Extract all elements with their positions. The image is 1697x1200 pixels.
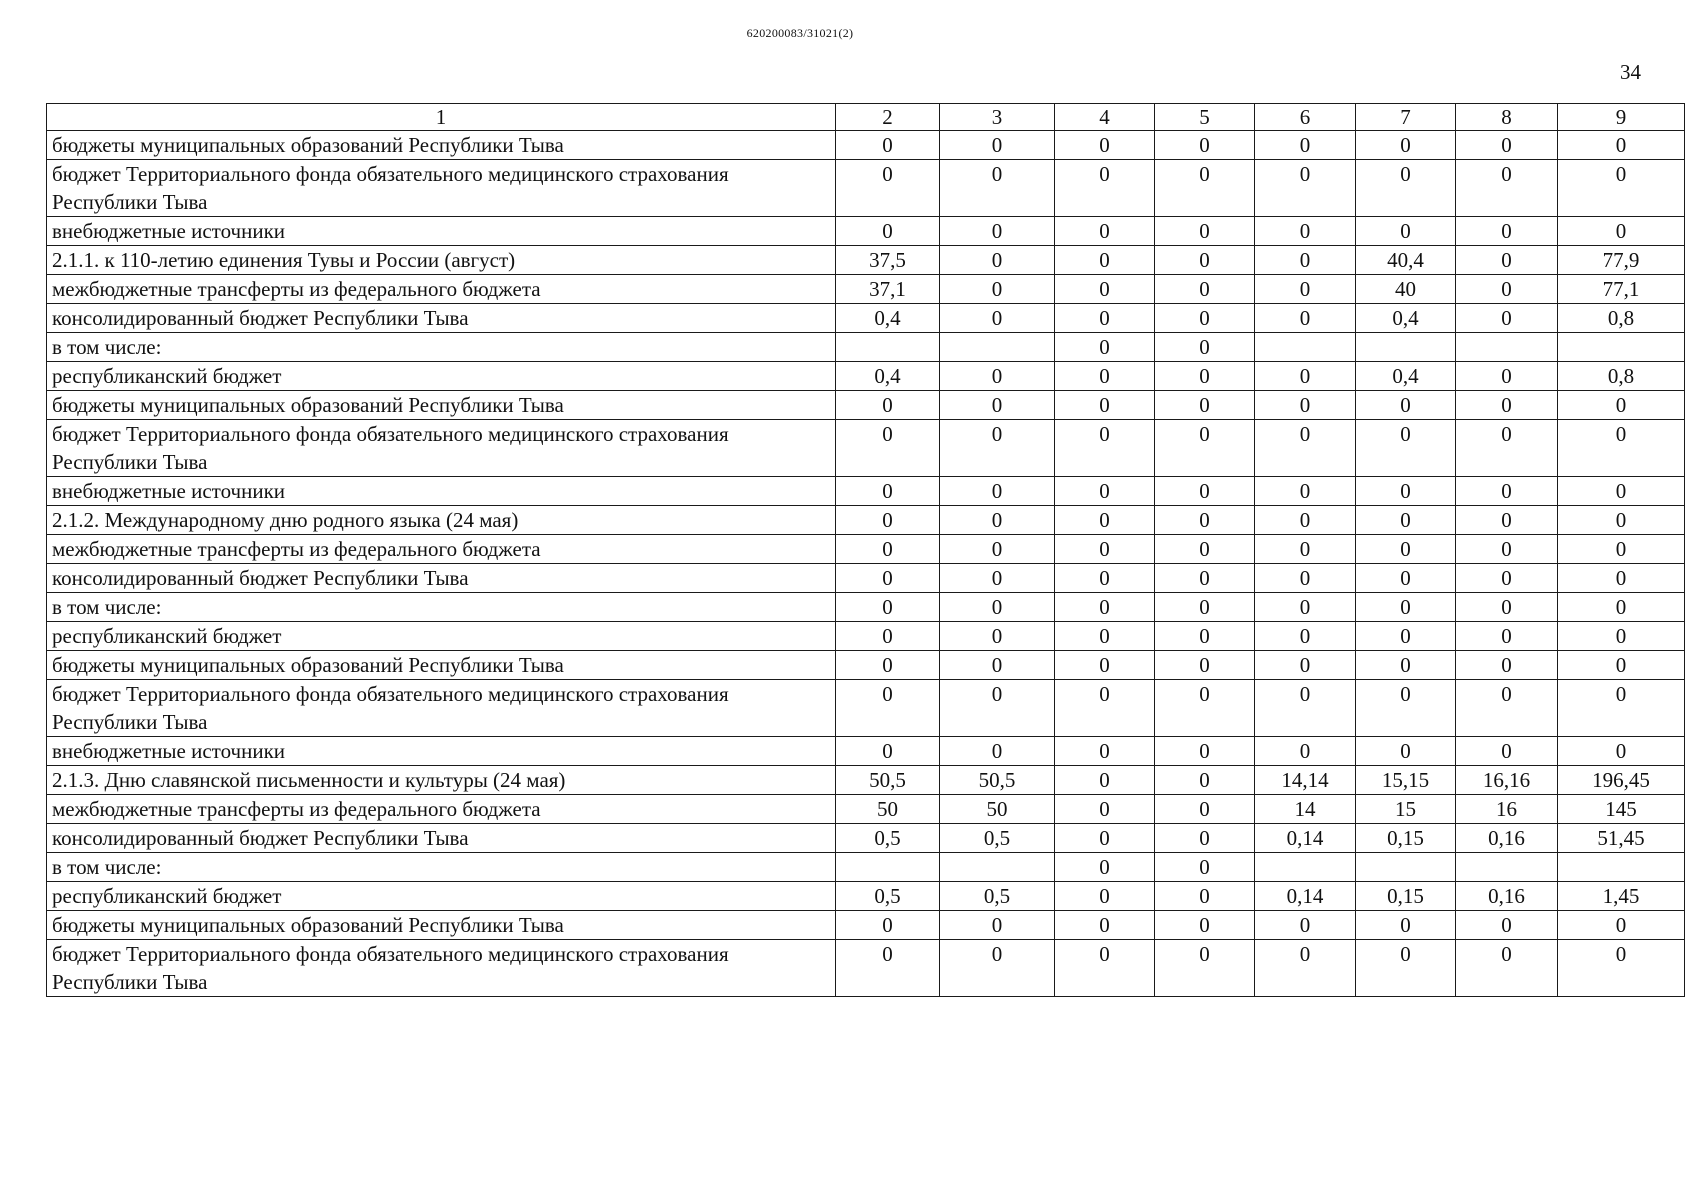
row-value: 0 — [940, 651, 1055, 680]
row-value: 196,45 — [1558, 766, 1685, 795]
row-label: межбюджетные трансферты из федерального бюджета — [47, 795, 836, 824]
row-value: 0 — [1055, 882, 1155, 911]
row-value: 0 — [1558, 506, 1685, 535]
row-value: 0 — [836, 911, 940, 940]
table-row — [47, 766, 1685, 795]
row-label: 2.1.3. Дню славянской письменности и культуры (24 мая) — [47, 766, 836, 795]
row-value: 0 — [1155, 622, 1255, 651]
row-value: 0,5 — [940, 824, 1055, 853]
row-label: консолидированный бюджет Республики Тыва — [47, 564, 836, 593]
table-row — [47, 882, 1685, 911]
row-value: 0 — [1055, 362, 1155, 391]
row-label: внебюджетные источники — [47, 477, 836, 506]
row-value: 0 — [1456, 940, 1558, 997]
row-value — [1356, 853, 1456, 882]
row-label: бюджеты муниципальных образований Республики Тыва — [47, 131, 836, 160]
row-label: бюджеты муниципальных образований Республики Тыва — [47, 911, 836, 940]
row-value: 0 — [1456, 535, 1558, 564]
table-row — [47, 853, 1685, 882]
row-value: 0 — [1558, 680, 1685, 737]
row-value — [836, 853, 940, 882]
row-label: бюджет Территориального фонда обязательного медицинского страхования Республики Тыва — [47, 680, 836, 737]
row-value: 0 — [1055, 651, 1155, 680]
row-value: 0 — [836, 680, 940, 737]
row-label: консолидированный бюджет Республики Тыва — [47, 824, 836, 853]
row-value: 0 — [1558, 911, 1685, 940]
row-value: 0 — [940, 680, 1055, 737]
row-value: 0 — [1055, 246, 1155, 275]
column-header: 1 — [47, 104, 836, 131]
row-value: 0,8 — [1558, 304, 1685, 333]
row-value: 0 — [1558, 622, 1685, 651]
row-value: 0,16 — [1456, 824, 1558, 853]
row-value: 0 — [1155, 246, 1255, 275]
row-value: 0 — [1356, 535, 1456, 564]
page-number: 34 — [1620, 60, 1641, 84]
row-value — [1255, 853, 1356, 882]
row-label: бюджет Территориального фонда обязательного медицинского страхования Республики Тыва — [47, 940, 836, 997]
row-value: 0 — [1255, 246, 1356, 275]
row-value: 0 — [1456, 304, 1558, 333]
row-value: 0,5 — [836, 824, 940, 853]
row-value: 0 — [1356, 680, 1456, 737]
row-value: 0 — [1155, 824, 1255, 853]
table-row — [47, 131, 1685, 160]
row-value: 1,45 — [1558, 882, 1685, 911]
row-value: 0 — [1558, 391, 1685, 420]
row-label: консолидированный бюджет Республики Тыва — [47, 304, 836, 333]
row-value: 0 — [1255, 391, 1356, 420]
column-header: 8 — [1456, 104, 1558, 131]
row-value: 0 — [1055, 911, 1155, 940]
row-value: 0 — [1155, 477, 1255, 506]
row-value: 0 — [836, 420, 940, 477]
row-value: 0 — [1255, 160, 1356, 217]
table-row — [47, 160, 1685, 217]
row-value: 15,15 — [1356, 766, 1456, 795]
row-value: 0 — [1255, 593, 1356, 622]
row-value: 0 — [940, 535, 1055, 564]
row-value: 0 — [1055, 160, 1155, 217]
row-value: 14 — [1255, 795, 1356, 824]
row-value: 0 — [1055, 535, 1155, 564]
row-value: 0 — [1055, 564, 1155, 593]
row-value: 0 — [1456, 506, 1558, 535]
row-value: 0 — [1558, 217, 1685, 246]
row-label: межбюджетные трансферты из федерального бюджета — [47, 275, 836, 304]
column-number-header-row — [47, 104, 1685, 131]
row-value: 0 — [836, 391, 940, 420]
row-value: 0 — [1558, 535, 1685, 564]
row-value: 0 — [1356, 622, 1456, 651]
budget-table — [46, 103, 1685, 997]
row-label: республиканский бюджет — [47, 882, 836, 911]
row-value: 0 — [1558, 737, 1685, 766]
row-value: 0 — [940, 940, 1055, 997]
row-value: 0 — [1055, 940, 1155, 997]
row-value: 0 — [836, 477, 940, 506]
row-value: 0 — [1356, 506, 1456, 535]
table-row — [47, 824, 1685, 853]
row-value: 0 — [1456, 391, 1558, 420]
row-value: 0 — [1255, 217, 1356, 246]
row-value: 0 — [1356, 737, 1456, 766]
row-value: 0 — [1356, 391, 1456, 420]
row-value: 0,15 — [1356, 824, 1456, 853]
row-value: 0 — [1456, 362, 1558, 391]
column-header: 3 — [940, 104, 1055, 131]
row-value: 0 — [1055, 506, 1155, 535]
row-value: 0 — [1155, 535, 1255, 564]
row-value: 77,9 — [1558, 246, 1685, 275]
row-value: 0 — [1356, 564, 1456, 593]
row-value: 0,5 — [836, 882, 940, 911]
row-value — [1456, 333, 1558, 362]
row-value: 0 — [1155, 940, 1255, 997]
row-value: 0 — [1255, 506, 1356, 535]
row-value: 0 — [1558, 477, 1685, 506]
row-value: 0 — [1456, 131, 1558, 160]
row-value: 0 — [1155, 362, 1255, 391]
row-value: 0 — [1255, 911, 1356, 940]
row-value: 0,4 — [1356, 362, 1456, 391]
table-row — [47, 651, 1685, 680]
row-value: 0 — [1456, 651, 1558, 680]
row-value: 0 — [1356, 477, 1456, 506]
row-label: в том числе: — [47, 593, 836, 622]
row-value: 50 — [836, 795, 940, 824]
row-value: 50,5 — [836, 766, 940, 795]
row-value: 0,15 — [1356, 882, 1456, 911]
row-value: 0 — [940, 737, 1055, 766]
row-value: 37,5 — [836, 246, 940, 275]
row-value: 15 — [1356, 795, 1456, 824]
column-header: 5 — [1155, 104, 1255, 131]
row-value: 0 — [940, 622, 1055, 651]
row-value: 0 — [1155, 275, 1255, 304]
row-value: 0 — [1558, 651, 1685, 680]
row-value: 0 — [1356, 651, 1456, 680]
row-value: 0 — [1155, 131, 1255, 160]
row-value — [940, 853, 1055, 882]
row-label: бюджет Территориального фонда обязательного медицинского страхования Республики Тыва — [47, 420, 836, 477]
row-value: 0 — [1055, 131, 1155, 160]
row-value: 0 — [1456, 564, 1558, 593]
row-label: бюджеты муниципальных образований Республики Тыва — [47, 651, 836, 680]
row-value: 0 — [940, 217, 1055, 246]
row-label: в том числе: — [47, 333, 836, 362]
row-value: 51,45 — [1558, 824, 1685, 853]
row-value: 0 — [1456, 217, 1558, 246]
column-header: 7 — [1356, 104, 1456, 131]
row-value: 0 — [1558, 564, 1685, 593]
row-label: 2.1.2. Международному дню родного языка (24 мая) — [47, 506, 836, 535]
row-value: 0 — [1055, 420, 1155, 477]
row-value: 0 — [1356, 160, 1456, 217]
row-value: 0 — [1055, 217, 1155, 246]
row-label: республиканский бюджет — [47, 622, 836, 651]
row-value: 0 — [940, 911, 1055, 940]
row-value: 0 — [940, 160, 1055, 217]
row-value: 0 — [1255, 622, 1356, 651]
row-value — [1456, 853, 1558, 882]
row-value — [940, 333, 1055, 362]
table-row — [47, 477, 1685, 506]
row-value: 0 — [1055, 853, 1155, 882]
row-value: 77,1 — [1558, 275, 1685, 304]
row-value: 0 — [1255, 564, 1356, 593]
row-value: 0 — [1055, 622, 1155, 651]
row-value: 0 — [836, 535, 940, 564]
column-header: 2 — [836, 104, 940, 131]
table-row — [47, 217, 1685, 246]
row-value: 0 — [1356, 420, 1456, 477]
row-label: внебюджетные источники — [47, 217, 836, 246]
table-row — [47, 911, 1685, 940]
row-label: бюджет Территориального фонда обязательного медицинского страхования Республики Тыва — [47, 160, 836, 217]
row-value: 0 — [1456, 477, 1558, 506]
row-value: 0 — [836, 940, 940, 997]
row-value: 0 — [940, 593, 1055, 622]
row-value: 50,5 — [940, 766, 1055, 795]
row-value — [1558, 333, 1685, 362]
row-value: 0 — [940, 506, 1055, 535]
row-value: 0 — [1456, 622, 1558, 651]
row-value: 0 — [1155, 304, 1255, 333]
row-value: 0 — [940, 362, 1055, 391]
row-value: 0 — [1456, 680, 1558, 737]
row-value: 0 — [1456, 911, 1558, 940]
row-label: межбюджетные трансферты из федерального бюджета — [47, 535, 836, 564]
row-value: 0 — [836, 622, 940, 651]
row-value: 0 — [1255, 304, 1356, 333]
row-value: 0 — [836, 564, 940, 593]
row-value: 0 — [836, 506, 940, 535]
row-value: 0 — [1155, 651, 1255, 680]
row-value: 0 — [1558, 160, 1685, 217]
row-value: 0,4 — [836, 304, 940, 333]
row-value: 0 — [1558, 940, 1685, 997]
row-value: 0 — [836, 160, 940, 217]
table-row — [47, 506, 1685, 535]
row-value: 0 — [1155, 882, 1255, 911]
row-value: 0,14 — [1255, 824, 1356, 853]
table-row — [47, 391, 1685, 420]
row-value: 0 — [940, 246, 1055, 275]
row-value: 0 — [1155, 160, 1255, 217]
row-value: 0 — [1255, 535, 1356, 564]
row-value: 37,1 — [836, 275, 940, 304]
table-row — [47, 246, 1685, 275]
row-value: 0 — [1255, 737, 1356, 766]
table-row — [47, 622, 1685, 651]
table-row — [47, 304, 1685, 333]
row-value: 0 — [1255, 131, 1356, 160]
row-value: 0 — [1155, 217, 1255, 246]
row-value: 0 — [1155, 911, 1255, 940]
row-value: 14,14 — [1255, 766, 1356, 795]
row-label: в том числе: — [47, 853, 836, 882]
row-value: 145 — [1558, 795, 1685, 824]
row-value: 0 — [1255, 680, 1356, 737]
row-value: 0 — [940, 420, 1055, 477]
row-value: 0 — [1356, 593, 1456, 622]
row-value: 0 — [1456, 420, 1558, 477]
table-row — [47, 737, 1685, 766]
row-value: 0 — [1155, 680, 1255, 737]
row-value: 0 — [940, 131, 1055, 160]
row-value: 0 — [1558, 131, 1685, 160]
row-value: 0 — [1055, 737, 1155, 766]
row-value: 0,16 — [1456, 882, 1558, 911]
row-value: 0 — [1155, 506, 1255, 535]
row-value: 0 — [1255, 275, 1356, 304]
row-value: 0,8 — [1558, 362, 1685, 391]
row-value: 0,5 — [940, 882, 1055, 911]
row-value: 0 — [836, 131, 940, 160]
row-value: 0 — [1356, 911, 1456, 940]
row-value: 0 — [1356, 217, 1456, 246]
table-row — [47, 940, 1685, 997]
row-value: 0 — [1155, 795, 1255, 824]
table-row — [47, 535, 1685, 564]
row-value: 0 — [1155, 333, 1255, 362]
row-value: 0,4 — [836, 362, 940, 391]
row-value: 0 — [1255, 940, 1356, 997]
table-row — [47, 275, 1685, 304]
table-row — [47, 564, 1685, 593]
row-value: 0 — [1055, 593, 1155, 622]
row-value: 40,4 — [1356, 246, 1456, 275]
row-value: 0 — [1055, 391, 1155, 420]
row-value: 0 — [1558, 420, 1685, 477]
row-value: 0 — [1155, 737, 1255, 766]
row-value: 0 — [1456, 160, 1558, 217]
table-row — [47, 680, 1685, 737]
row-value — [1255, 333, 1356, 362]
row-value: 0 — [1356, 940, 1456, 997]
row-value: 0 — [1356, 131, 1456, 160]
row-value: 0 — [1055, 477, 1155, 506]
row-value: 0 — [1155, 593, 1255, 622]
row-value: 0 — [1255, 420, 1356, 477]
row-value: 0 — [1055, 333, 1155, 362]
row-value: 0 — [1055, 766, 1155, 795]
row-value — [1356, 333, 1456, 362]
row-value — [836, 333, 940, 362]
row-value: 16 — [1456, 795, 1558, 824]
row-value: 0,14 — [1255, 882, 1356, 911]
row-value: 0 — [940, 304, 1055, 333]
row-label: республиканский бюджет — [47, 362, 836, 391]
row-value: 0 — [1055, 824, 1155, 853]
row-value: 50 — [940, 795, 1055, 824]
table-row — [47, 362, 1685, 391]
row-value: 0 — [1055, 304, 1155, 333]
row-value — [1558, 853, 1685, 882]
row-value: 0 — [1255, 651, 1356, 680]
row-value: 0 — [836, 737, 940, 766]
row-value: 0 — [1456, 593, 1558, 622]
row-value: 0 — [1255, 362, 1356, 391]
row-value: 0 — [836, 651, 940, 680]
row-value: 0 — [940, 391, 1055, 420]
table-row — [47, 795, 1685, 824]
row-value: 0 — [1155, 853, 1255, 882]
row-value: 0 — [1055, 795, 1155, 824]
row-value: 0 — [940, 477, 1055, 506]
row-value: 0 — [1155, 766, 1255, 795]
column-header: 6 — [1255, 104, 1356, 131]
row-value: 0 — [1558, 593, 1685, 622]
row-value: 0 — [1055, 680, 1155, 737]
table-row — [47, 333, 1685, 362]
row-value: 0 — [1255, 477, 1356, 506]
row-value: 16,16 — [1456, 766, 1558, 795]
row-value: 0 — [940, 275, 1055, 304]
row-value: 0 — [836, 593, 940, 622]
row-value: 0,4 — [1356, 304, 1456, 333]
row-value: 0 — [1456, 737, 1558, 766]
row-value: 0 — [940, 564, 1055, 593]
column-header: 4 — [1055, 104, 1155, 131]
row-value: 0 — [1155, 391, 1255, 420]
row-value: 0 — [1055, 275, 1155, 304]
row-label: внебюджетные источники — [47, 737, 836, 766]
table-body — [47, 131, 1685, 997]
column-header: 9 — [1558, 104, 1685, 131]
row-value: 0 — [1155, 420, 1255, 477]
row-value: 0 — [836, 217, 940, 246]
document-code: 620200083/31021(2) — [746, 26, 854, 40]
row-value: 40 — [1356, 275, 1456, 304]
table-row — [47, 593, 1685, 622]
row-label: 2.1.1. к 110-летию единения Тувы и России (август) — [47, 246, 836, 275]
row-label: бюджеты муниципальных образований Республики Тыва — [47, 391, 836, 420]
row-value: 0 — [1155, 564, 1255, 593]
row-value: 0 — [1456, 246, 1558, 275]
table-row — [47, 420, 1685, 477]
row-value: 0 — [1456, 275, 1558, 304]
